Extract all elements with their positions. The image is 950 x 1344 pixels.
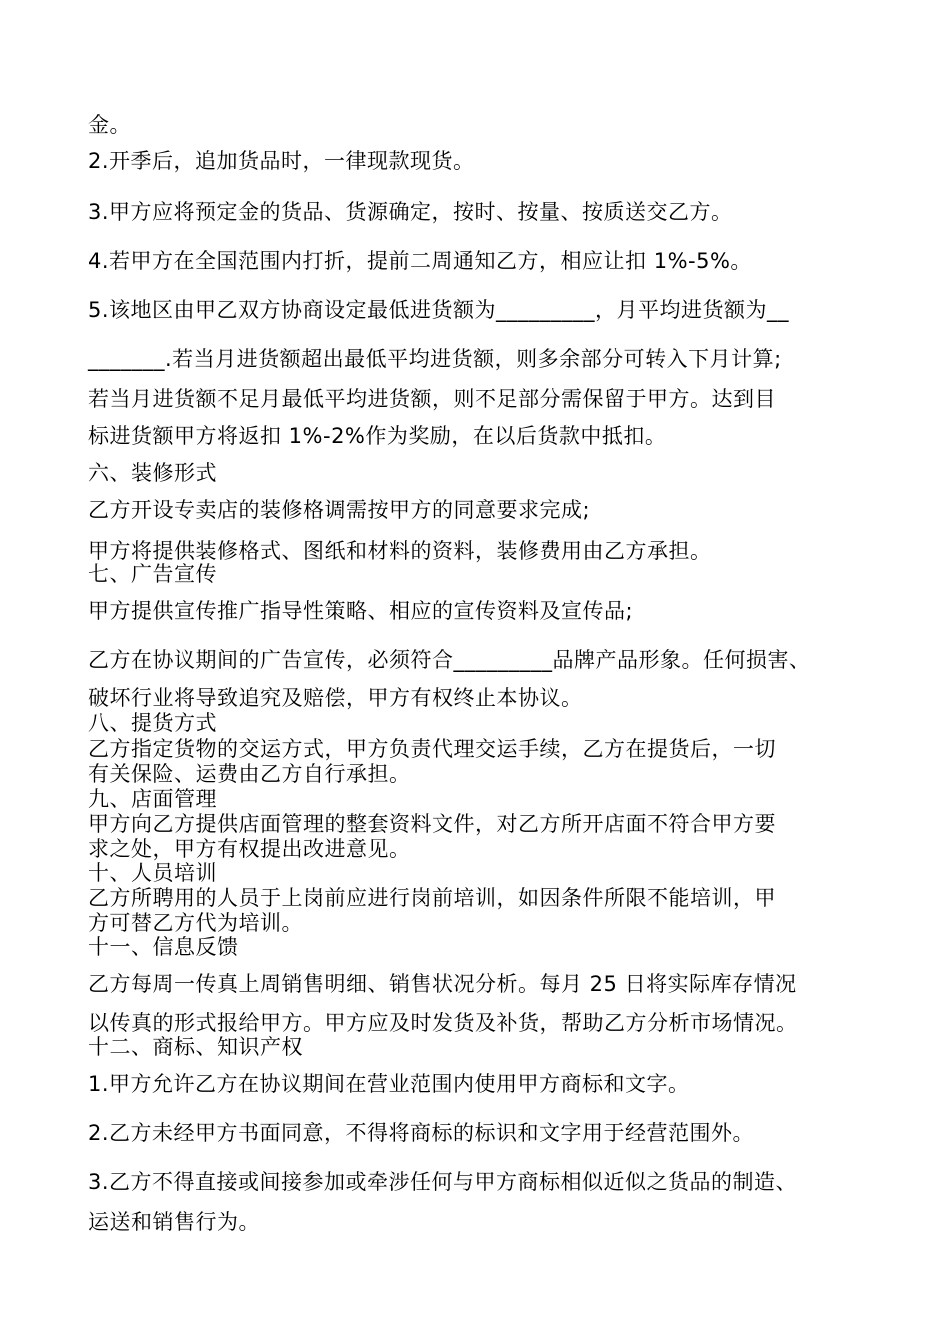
text-line: 以传真的形式报给甲方。甲方应及时发货及补货，帮助乙方分析市场情况。 — [88, 1011, 798, 1035]
text-line: 金。 — [88, 113, 131, 137]
text-line: 乙方指定货物的交运方式，甲方负责代理交运手续，乙方在提货后，一切 — [88, 737, 776, 761]
text-line: 标进货额甲方将返扣 1%-2%作为奖励，在以后货款中抵扣。 — [88, 424, 667, 448]
section-heading: 九、店面管理 — [88, 787, 217, 811]
text-line: 甲方提供宣传推广指导性策略、相应的宣传资料及宣传品; — [88, 599, 634, 623]
text-line: 有关保险、运费由乙方自行承担。 — [88, 762, 411, 786]
text-line: 乙方开设专卖店的装修格调需按甲方的同意要求完成; — [88, 498, 591, 522]
text-line: 破坏行业将导致追究及赔偿，甲方有权终止本协议。 — [88, 686, 583, 710]
text-line: 求之处，甲方有权提出改进意见。 — [88, 837, 411, 861]
text-line: 2.开季后，追加货品时，一律现款现货。 — [88, 149, 475, 173]
text-line: 4.若甲方在全国范围内打折，提前二周通知乙方，相应让扣 1%-5%。 — [88, 249, 752, 273]
text-line: 3.甲方应将预定金的货品、货源确定，按时、按量、按质送交乙方。 — [88, 200, 733, 224]
text-line: 3.乙方不得直接或间接参加或牵涉任何与甲方商标相似近似之货品的制造、 — [88, 1170, 798, 1194]
section-heading: 七、广告宣传 — [88, 562, 217, 586]
section-heading: 十一、信息反馈 — [88, 935, 239, 959]
text-line: 若当月进货额不足月最低平均进货额，则不足部分需保留于甲方。达到目 — [88, 387, 776, 411]
section-heading: 十、人员培训 — [88, 861, 217, 885]
text-line: 乙方每周一传真上周销售明细、销售状况分析。每月 25 日将实际库存情况 — [88, 972, 797, 996]
text-line: 乙方在协议期间的广告宣传，必须符合_________品牌产品形象。任何损害、 — [88, 648, 811, 672]
text-line: 甲方将提供装修格式、图纸和材料的资料，装修费用由乙方承担。 — [88, 539, 712, 563]
text-line: 运送和销售行为。 — [88, 1210, 260, 1234]
section-heading: 八、提货方式 — [88, 711, 217, 735]
text-line: 方可替乙方代为培训。 — [88, 911, 303, 935]
text-line: 5.该地区由甲乙双方协商设定最低进货额为_________，月平均进货额为__ — [88, 298, 790, 322]
text-line: _______.若当月进货额超出最低平均进货额，则多余部分可转入下月计算; — [88, 347, 782, 371]
section-heading: 十二、商标、知识产权 — [88, 1035, 303, 1059]
text-line: 1.甲方允许乙方在协议期间在营业范围内使用甲方商标和文字。 — [88, 1072, 690, 1096]
section-heading: 六、装修形式 — [88, 461, 217, 485]
text-line: 2.乙方未经甲方书面同意，不得将商标的标识和文字用于经营范围外。 — [88, 1121, 755, 1145]
text-line: 乙方所聘用的人员于上岗前应进行岗前培训，如因条件所限不能培训，甲 — [88, 886, 776, 910]
text-line: 甲方向乙方提供店面管理的整套资料文件，对乙方所开店面不符合甲方要 — [88, 812, 776, 836]
